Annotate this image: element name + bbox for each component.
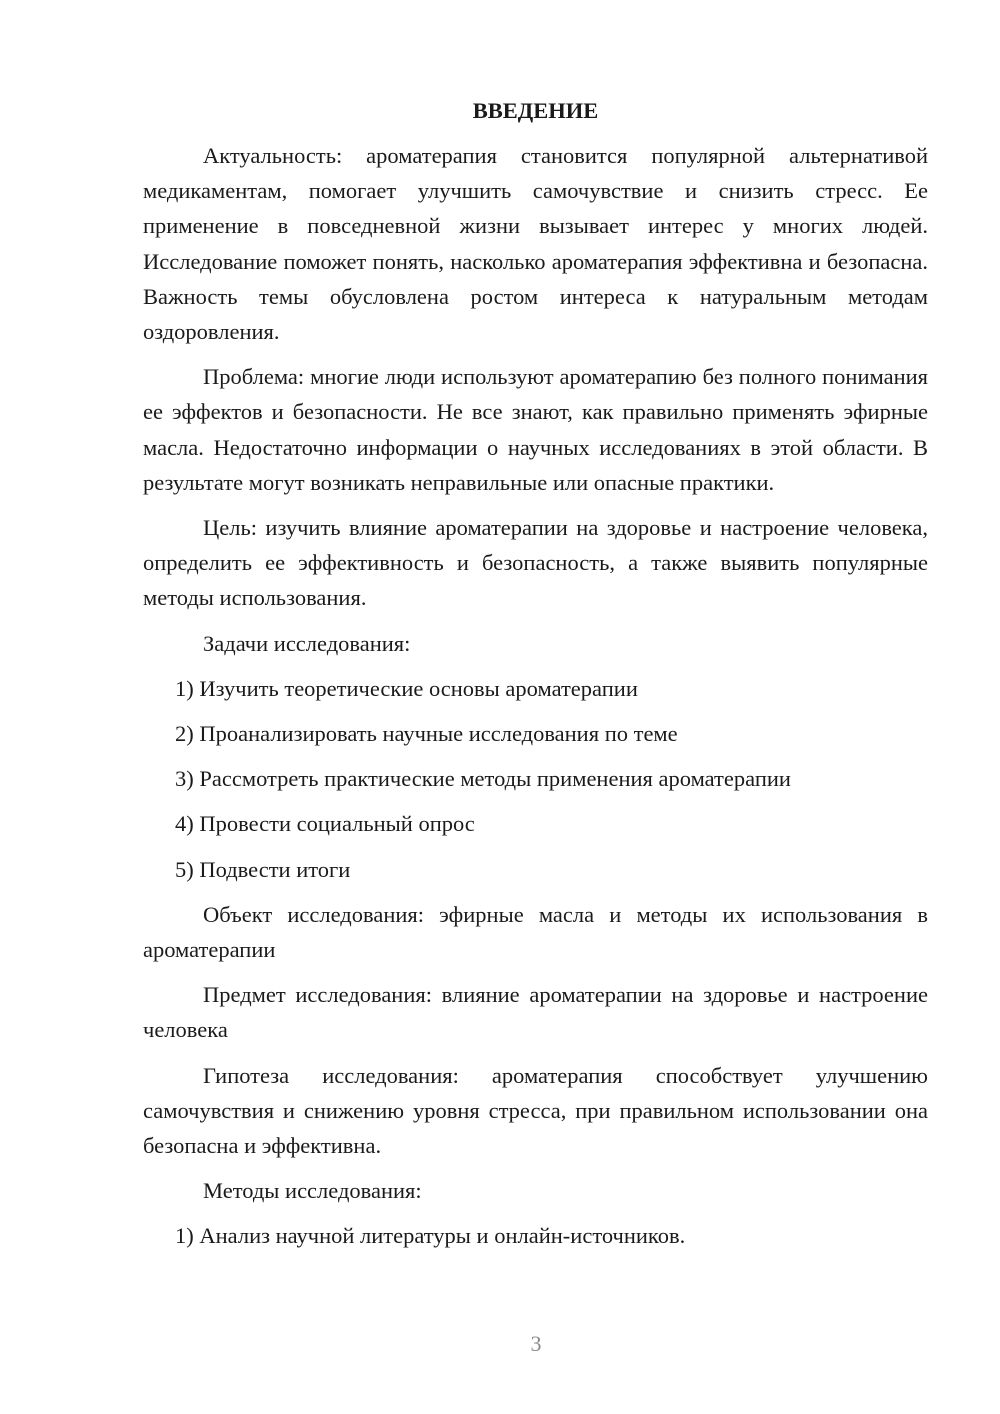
methods-list (143, 1218, 928, 1253)
hypothesis-paragraph: Гипотеза исследования: ароматерапия способствует улучшению самочувствия и снижению уровня стресса, при правильном использовании она безопасна и эффективна. (143, 1062, 928, 1159)
object-paragraph: Объект исследования: эфирные масла и методы их использования в ароматерапии (143, 901, 928, 963)
methods-heading: Методы исследования: (203, 1178, 422, 1204)
subject-paragraph: Предмет исследования: влияние ароматерапии на здоровье и настроение человека (143, 982, 928, 1043)
tasks-list (143, 671, 928, 887)
list-item: 3) Рассмотреть практические методы применения ароматерапии (175, 766, 791, 792)
page-content (143, 93, 928, 1264)
list-item: 5) Подвести итоги (175, 856, 351, 882)
page-number: 3 (530, 1331, 542, 1356)
list-item: 4) Провести социальный опрос (175, 811, 475, 837)
list-item: 1) Анализ научной литературы и онлайн-источников. (175, 1223, 686, 1249)
goal-paragraph: Цель: изучить влияние ароматерапии на здоровье и настроение человека, определить ее эффективность и безопасность, а также выявить популярные методы использования. (143, 515, 928, 611)
section-title: ВВЕДЕНИЕ (472, 98, 599, 123)
problem-paragraph: Проблема: многие люди используют ароматерапию без полного понимания ее эффектов и безопасности. Не все знают, как правильно применять эфирные масла. Недостаточно информации о научных исследованиях в этой области. В результате могут возникать неправильные или опасные практики. (143, 364, 928, 495)
relevance-paragraph: Актуальность: ароматерапия становится популярной альтернативой медикаментам, помогает улучшить самочувствие и снизить стресс. Ее применение в повседневной жизни вызывает интерес у многих людей. Исследование поможет понять, насколько ароматерапия эффективна и безопасна. Важность темы обусловлена ростом интереса к натуральным методам оздоровления. (143, 143, 928, 345)
tasks-heading: Задачи исследования: (203, 630, 411, 656)
list-item: 1) Изучить теоретические основы ароматерапии (175, 675, 638, 701)
list-item: 2) Проанализировать научные исследования по теме (175, 721, 678, 747)
